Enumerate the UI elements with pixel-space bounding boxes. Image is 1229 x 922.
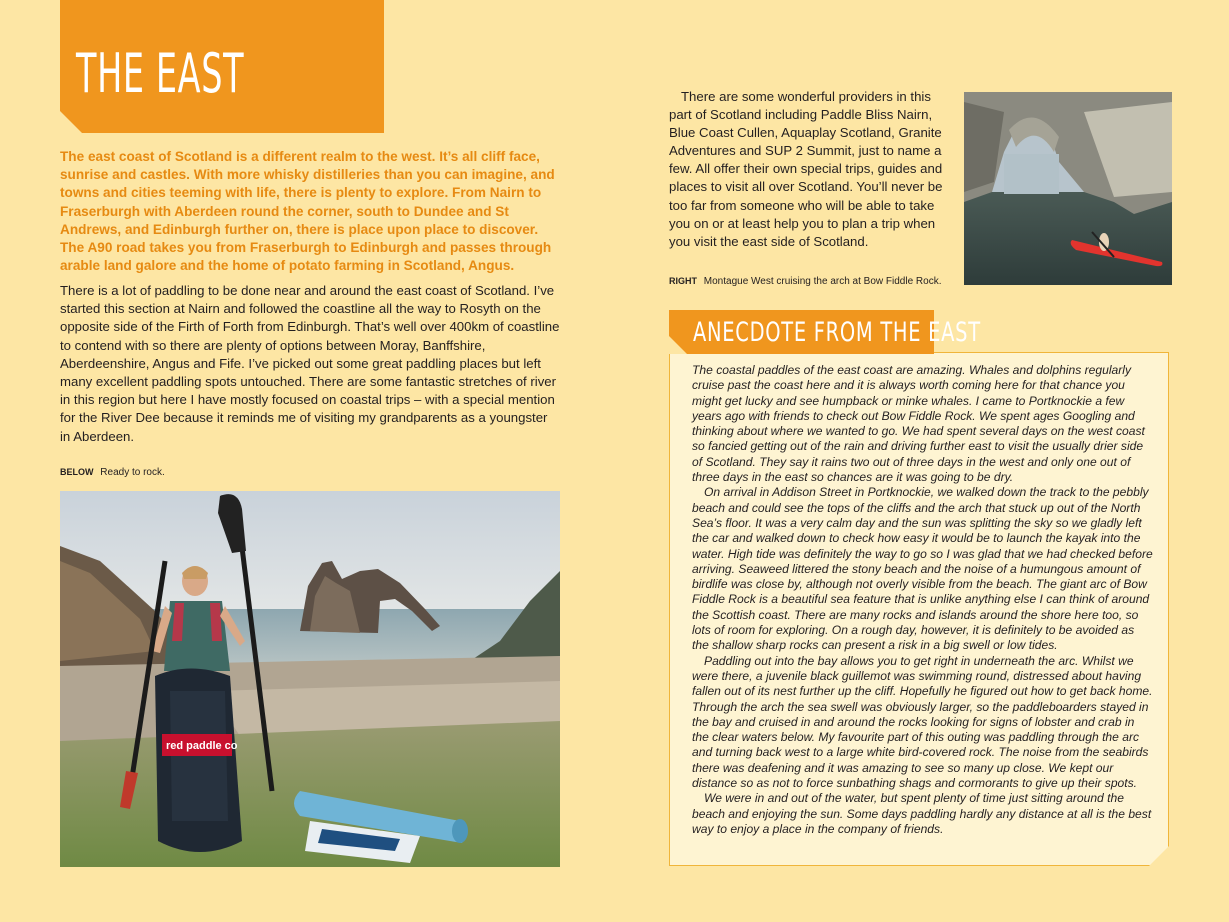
- providers-paragraph: There are some wonderful providers in this part of Scotland including Paddle Bliss Nairn, Blue Coast Cullen, Aquaplay Scotland, Granite Adventures and SUP 2 Summit, just to name a few. All offer their own special trips, guides and places to visit all over Scotland. You’ll never be too far from someone who will be able to take you on or at least help you to plan a trip when you visit the east side of Scotland.: [669, 89, 943, 249]
- caption-right-lead: RIGHT: [669, 276, 697, 286]
- caption-below: [60, 466, 165, 479]
- anecdote-paragraph: Paddling out into the bay allows you to get right in underneath the arc. Whilst we were there, a juvenile black guillemot was swimming round, distressed about having fallen out of its nest further up the cliff. Hopefully he figured out how to get back home. Through the arch the sea swell was obviously larger, so the paddleboarders stayed in the bay and cruised in and around the rocks looking for signs of lobster and crab in the clear waters below. My favourite part of this outing was paddling through the arc and turning back west to a large white bird-covered rock. The noise from the seabirds there was deafening and it was amazing to see so many up close. We kept our distance so as not to force sunbathing shags and cormorants to give up their spots.: [692, 653, 1153, 791]
- board-brand-label: red paddle co: [166, 740, 238, 752]
- intro-paragraph: The east coast of Scotland is a different realm to the west. It’s all cliff face, sunrise and castles. With more whisky distilleries than you can imagine, and towns and cities teeming with life, there is plenty to explore. From Nairn to Fraserburgh with Aberdeen round the corner, south to Dundee and St Andrews, and Edinburgh further on, there is place upon place to discover. The A90 road takes you from Fraserburgh to Edinburgh and passes through arable land galore and the home of potato farming in Scotland, Angus.: [60, 149, 555, 274]
- tab-notch: [669, 336, 687, 354]
- caption-below-text: Ready to rock.: [100, 467, 165, 478]
- chapter-title-banner: [60, 0, 384, 133]
- anecdote-body: [692, 363, 1154, 837]
- chapter-title: THE EAST: [76, 42, 245, 105]
- anecdote-paragraph: The coastal paddles of the east coast are amazing. Whales and dolphins regularly cruise past the coast here and it is always worth coming here for that chance you might get lucky and see humpback or minke whales. I came to Portknockie a few years ago with friends to check out Bow Fiddle Rock. We spent ages Googling and thinking about where we wanted to go. We had spent several days on the west coast so fancied getting out of the rain and driving further east to visit the usually drier side of Scotland. They say it rains two out of three days in the west and only one out of three days in the east so chances are it was going to be dry.: [692, 363, 1145, 485]
- caption-right: [669, 275, 942, 288]
- box-corner-cut: [1148, 845, 1170, 867]
- caption-right-text: Montague West cruising the arch at Bow Fiddle Rock.: [703, 276, 942, 287]
- banner-notch: [60, 111, 82, 133]
- anecdote-box: [669, 352, 1169, 866]
- anecdote-title-tab: [669, 310, 981, 354]
- anecdote-paragraph: We were in and out of the water, but spent plenty of time just sitting around the beach and enjoying the sun. Some days paddling hardly any distance at all is the best way to enjoy a place in the company of friends.: [692, 791, 1152, 836]
- anecdote-title: ANECDOTE FROM THE EAST: [693, 317, 981, 348]
- photo-kayak-arch: [964, 92, 1172, 285]
- body-paragraph: There is a lot of paddling to be done near and around the east coast of Scotland. I’ve started this section at Nairn and followed the coastline all the way to Rosyth on the opposite side of the Firth of Forth from Edinburgh. That’s well over 400km of coastline to contend with so there are plenty of options between Moray, Banffshire, Aberdeenshire, Angus and Fife. I’ve picked out some great paddling places but left many excellent paddling spots untouched. There are some fantastic stretches of river in this region but here I have mostly focused on coastal trips – with a special mention for the River Dee because it reminds me of visiting my grandparents as a youngster in Aberdeen.: [60, 283, 560, 444]
- caption-below-lead: BELOW: [60, 467, 94, 477]
- anecdote-paragraph: On arrival in Addison Street in Portknockie, we walked down the track to the pebbly beach and could see the tops of the cliffs and the arch that stuck up out of the North Sea’s floor. It was a very calm day and the sun was splitting the sky so we gladly left the car and walked down to check how easy it would be to launch the kayak into the water. High tide was definitely the way to go so I was glad that we had checked before arriving. Seaweed littered the stony beach and the noise of a humungous amount of birdlife was close by, although not overly visible from the beach. The giant arc of Bow Fiddle Rock is a beautiful sea feature that is unlike anything else I can think of around the Scottish coast. There are many rocks and islands around the shore here too, so lots of room for exploring. On a rough day, however, it is definitely to be avoided as the shallow sharp rocks can present a risk in a big swell or low tides.: [692, 485, 1153, 653]
- photo-paddleboarder: [60, 491, 560, 867]
